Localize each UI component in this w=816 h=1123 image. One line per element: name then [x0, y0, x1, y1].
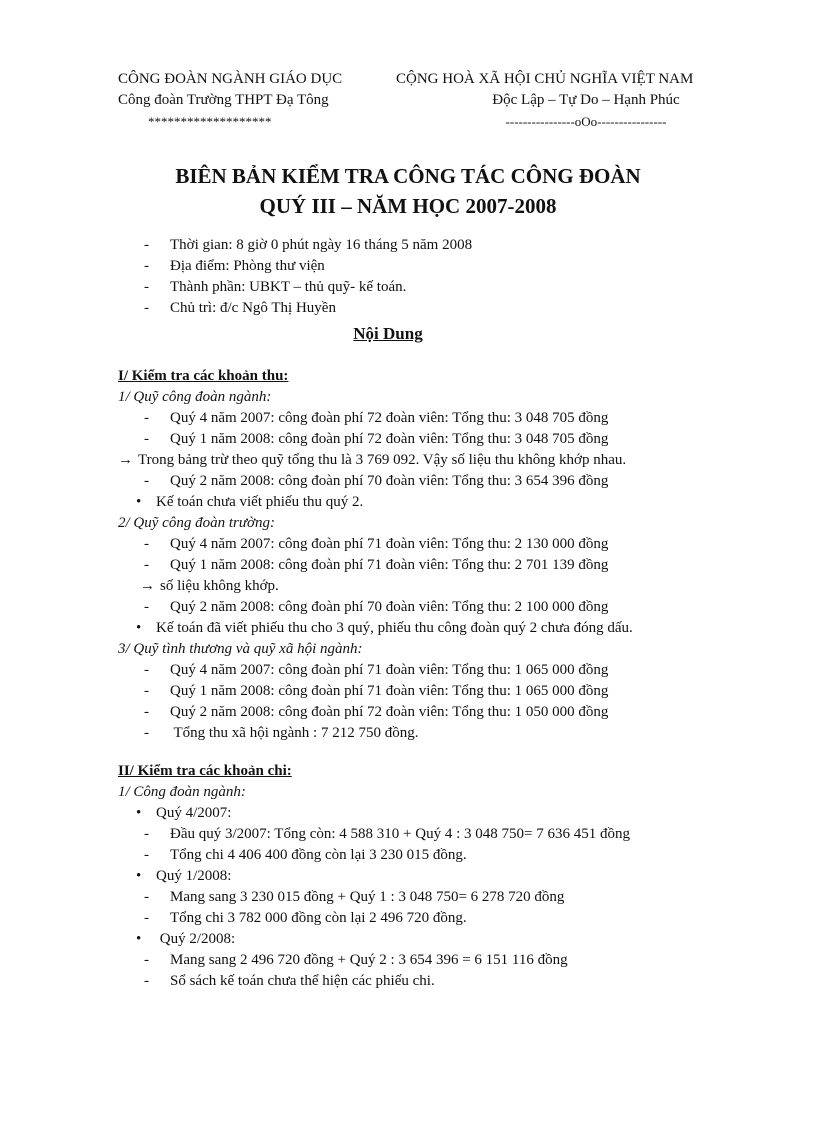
arrow-right-icon: →	[118, 452, 133, 468]
motto-rule: ----------------oOo----------------	[505, 114, 667, 129]
subsection-heading: 1/ Công đoàn ngành:	[118, 784, 246, 800]
dash-icon: -	[144, 410, 149, 426]
list-item: - Mang sang 2 496 720 đồng + Quý 2 : 3 654 396 = 6 151 116 đồng	[118, 950, 758, 971]
list-item: - Sổ sách kế toán chưa thể hiện các phiếu chi.	[118, 971, 758, 992]
dash-icon: -	[144, 889, 149, 905]
bullet-icon: •	[136, 931, 142, 947]
intro-item: - Thành phần: UBKT – thủ quỹ- kế toán.	[118, 277, 758, 298]
arrow-note: → Trong bảng trừ theo quỹ tổng thu là 3 769 092. Vậy số liệu thu không khớp nhau.	[118, 450, 758, 471]
dash-icon: -	[144, 237, 149, 253]
dash-icon: -	[144, 258, 149, 274]
list-item: - Đầu quý 3/2007: Tổng còn: 4 588 310 + Quý 4 : 3 048 750= 7 636 451 đồng	[118, 824, 758, 845]
bullet-note: • Quý 1/2008:	[118, 866, 758, 887]
nation-name: CỘNG HOÀ XÃ HỘI CHỦ NGHĨA VIỆT NAM	[396, 71, 694, 87]
national-motto: Độc Lập – Tự Do – Hạnh Phúc	[492, 92, 680, 108]
dash-icon: -	[144, 300, 149, 316]
list-item: - Quý 2 năm 2008: công đoàn phí 70 đoàn viên: Tổng thu: 3 654 396 đồng	[118, 471, 758, 492]
content-heading: Nội Dung	[353, 324, 423, 343]
header-stars: *******************	[148, 114, 272, 129]
bullet-note: • Quý 4/2007:	[118, 803, 758, 824]
list-item: - Quý 1 năm 2008: công đoàn phí 71 đoàn viên: Tổng thu: 1 065 000 đồng	[118, 681, 758, 702]
dash-icon: -	[144, 557, 149, 573]
subsection-heading: 2/ Quỹ công đoàn trường:	[118, 515, 276, 531]
list-item: - Quý 2 năm 2008: công đoàn phí 70 đoàn viên: Tổng thu: 2 100 000 đồng	[118, 597, 758, 618]
intro-item: - Chủ trì: đ/c Ngô Thị Huyền	[118, 298, 758, 319]
dash-icon: -	[144, 725, 149, 741]
list-item: - Quý 1 năm 2008: công đoàn phí 72 đoàn viên: Tổng thu: 3 048 705 đồng	[118, 429, 758, 450]
arrow-right-icon: →	[140, 578, 155, 594]
intro-item: - Địa điểm: Phòng thư viện	[118, 256, 758, 277]
dash-icon: -	[144, 952, 149, 968]
dash-icon: -	[144, 431, 149, 447]
header-right	[396, 69, 756, 132]
dash-icon: -	[144, 279, 149, 295]
section-heading-income: I/ Kiểm tra các khoản thu:	[118, 368, 289, 384]
dash-icon: -	[144, 683, 149, 699]
bullet-note: • Kế toán chưa viết phiếu thu quý 2.	[118, 492, 758, 513]
union-school-name: Công đoàn Trường THPT Đạ Tông	[118, 92, 329, 108]
dash-icon: -	[144, 473, 149, 489]
subsection-heading: 1/ Quỹ công đoàn ngành:	[118, 389, 272, 405]
list-item: - Quý 4 năm 2007: công đoàn phí 71 đoàn viên: Tổng thu: 1 065 000 đồng	[118, 660, 758, 681]
document-subtitle: QUÝ III – NĂM HỌC 2007-2008	[259, 194, 557, 218]
list-item: - Mang sang 3 230 015 đồng + Quý 1 : 3 048 750= 6 278 720 đồng	[118, 887, 758, 908]
bullet-note: • Quý 2/2008:	[118, 929, 758, 950]
document-body	[118, 235, 758, 992]
union-org-name: CÔNG ĐOÀN NGÀNH GIÁO DỤC	[118, 71, 343, 87]
arrow-note: → số liệu không khớp.	[118, 576, 758, 597]
dash-icon: -	[144, 847, 149, 863]
dash-icon: -	[144, 826, 149, 842]
dash-icon: -	[144, 599, 149, 615]
bullet-icon: •	[136, 620, 142, 636]
intro-item: - Thời gian: 8 giờ 0 phút ngày 16 tháng 5 năm 2008	[118, 235, 758, 256]
bullet-icon: •	[136, 494, 142, 510]
dash-icon: -	[144, 973, 149, 989]
list-item: - Quý 4 năm 2007: công đoàn phí 71 đoàn viên: Tổng thu: 2 130 000 đồng	[118, 534, 758, 555]
subsection-heading: 3/ Quỹ tình thương và quỹ xã hội ngành:	[118, 641, 363, 657]
list-item: - Tổng thu xã hội ngành : 7 212 750 đồng.	[118, 723, 758, 744]
document-title: BIÊN BẢN KIỂM TRA CÔNG TÁC CÔNG ĐOÀN	[175, 164, 641, 188]
list-item: - Quý 1 năm 2008: công đoàn phí 71 đoàn viên: Tổng thu: 2 701 139 đồng	[118, 555, 758, 576]
list-item: - Tổng chi 3 782 000 đồng còn lại 2 496 720 đồng.	[118, 908, 758, 929]
dash-icon: -	[144, 536, 149, 552]
bullet-icon: •	[136, 805, 142, 821]
dash-icon: -	[144, 910, 149, 926]
section-heading-expenses: II/ Kiểm tra các khoản chi:	[118, 763, 292, 779]
list-item: - Tổng chi 4 406 400 đồng còn lại 3 230 015 đồng.	[118, 845, 758, 866]
bullet-note: • Kế toán đã viết phiếu thu cho 3 quý, phiếu thu công đoàn quý 2 chưa đóng dấu.	[118, 618, 758, 639]
dash-icon: -	[144, 704, 149, 720]
bullet-icon: •	[136, 868, 142, 884]
list-item: - Quý 4 năm 2007: công đoàn phí 72 đoàn viên: Tổng thu: 3 048 705 đồng	[118, 408, 758, 429]
dash-icon: -	[144, 662, 149, 678]
list-item: - Quý 2 năm 2008: công đoàn phí 72 đoàn viên: Tổng thu: 1 050 000 đồng	[118, 702, 758, 723]
header-left	[118, 69, 388, 132]
